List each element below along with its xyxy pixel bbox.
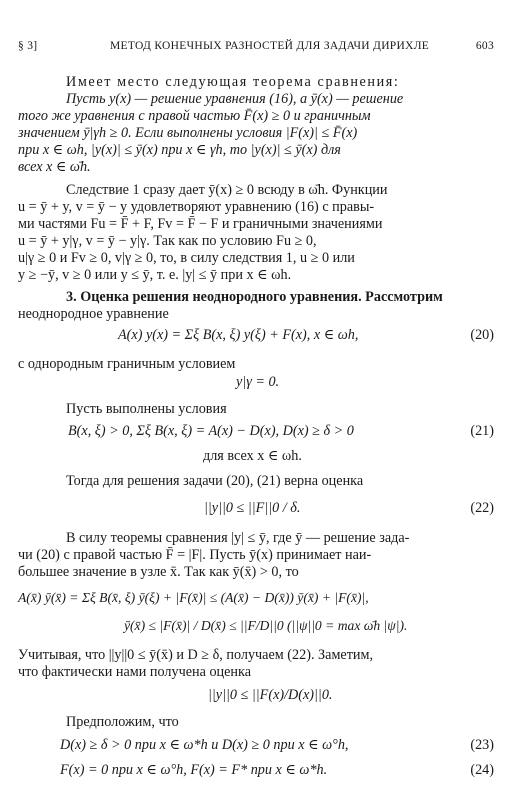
text-line: неоднородное уравнение [18,306,169,322]
theorem-line: значением ȳ|γh ≥ 0. Если выполнены условия |F(x)| ≤ F̄(x) [18,125,358,141]
section-number: § 3] [18,40,38,52]
text-line: с однородным граничным условием [18,356,236,372]
text-line: Следствие 1 сразу дает ȳ(x) ≥ 0 всюду в ω̄h. Функции [66,182,388,198]
text-line: ми частями Fu = F̄ + F, Fv = F̄ − F и граничными значениями [18,216,383,232]
equation-number: (20) [470,327,494,343]
text-line: u = ȳ + y, v = ȳ − y удовлетворяют уравнению (16) с правы- [18,199,375,215]
text-line: Учитывая, что ||y||0 ≤ ȳ(x̄) и D ≥ δ, получаем (22). Заметим, [18,647,374,663]
text-line: Пусть выполнены условия [66,401,227,417]
inequality-2: ȳ(x̄) ≤ |F(x̄)| / D(x̄) ≤ ||F/D||0 (||ψ||0 = max ω̄h |ψ|). [124,618,408,633]
estimate: ||y||0 ≤ ||F(x)/D(x)||0. [208,687,333,703]
running-title: МЕТОД КОНЕЧНЫХ РАЗНОСТЕЙ ДЛЯ ЗАДАЧИ ДИРИХЛЕ [110,40,430,52]
equation-number: (24) [470,762,494,778]
text-line: Имеет место следующая теорема сравнения: [66,74,400,90]
equation-number: (21) [470,423,494,439]
text-line: Тогда для решения задачи (20), (21) верна оценка [66,473,364,489]
equation-number: (22) [470,500,494,516]
theorem-line: при x ∈ ωh, |y(x)| ≤ ȳ(x) при x ∈ γh, то |y(x)| ≤ ȳ(x) для [18,142,341,158]
equation-21: B(x, ξ) > 0, Σξ B(x, ξ) = A(x) − D(x), D(x) ≥ δ > 0 [68,423,354,439]
theorem-line: всех x ∈ ω̄h. [18,159,91,175]
text-line: большее значение в узле x̄. Так как ȳ(x̄) > 0, то [18,564,299,580]
running-header [18,40,494,60]
theorem-line: того же уравнения с правой частью F̄(x) ≥ 0 и граничным [18,108,371,124]
text-line: y ≥ −ȳ, v ≥ 0 или y ≤ ȳ, т. е. |y| ≤ ȳ при x ∈ ωh. [18,267,292,283]
section-heading: 3. Оценка решения неоднородного уравнения. Рассмотрим [66,289,443,305]
text-line: Предположим, что [66,714,179,730]
page-number: 603 [475,40,494,52]
equation-24: F(x) = 0 при x ∈ ω°h, F(x) = F* при x ∈ ω*h. [60,762,328,778]
text-line: В силу теоремы сравнения |y| ≤ ȳ, где ȳ — решение зада- [66,530,410,546]
text-line: чи (20) с правой частью F̄ = |F|. Пусть ȳ(x) принимает наи- [18,547,372,563]
text-line: что фактически нами получена оценка [18,664,251,680]
boundary-condition: y|γ = 0. [236,374,280,390]
condition-note: для всех x ∈ ωh. [203,448,302,464]
equation-22: ||y||0 ≤ ||F||0 / δ. [204,500,301,516]
equation-23: D(x) ≥ δ > 0 при x ∈ ω*h и D(x) ≥ 0 при x ∈ ω°h, [60,737,349,753]
equation-20: A(x) y(x) = Σξ B(x, ξ) y(ξ) + F(x), x ∈ ωh, [118,327,359,343]
equation-number: (23) [470,737,494,753]
theorem-line: Пусть y(x) — решение уравнения (16), а ȳ(x) — решение [66,91,404,107]
text-line: u|γ ≥ 0 и Fv ≥ 0, v|γ ≥ 0, то, в силу следствия 1, u ≥ 0 или [18,250,355,266]
inequality-1: A(x̄) ȳ(x̄) = Σξ B(x̄, ξ) ȳ(ξ) + |F(x̄)| ≤ (A(x̄) − D(x̄)) ȳ(x̄) + |F(x̄)|, [18,590,369,605]
text-line: u = ȳ + y|γ, v = ȳ − y|γ. Так как по условию Fu ≥ 0, [18,233,317,249]
